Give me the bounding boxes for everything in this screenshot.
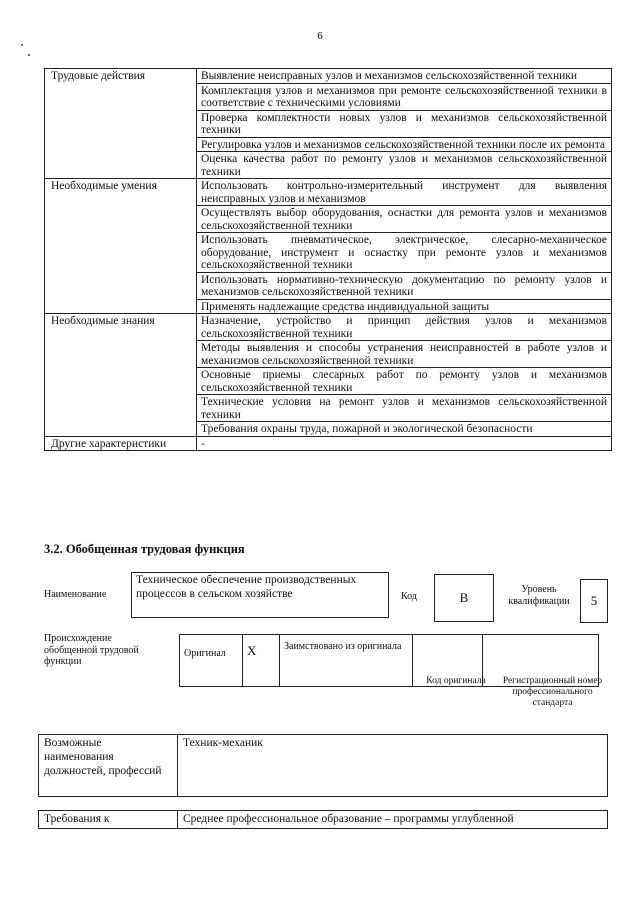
row-item: Использовать пневматическое, электрическое, слесарно-механическое оборудование, инструмент и оснастку при ремонте узлов и механизмов сельскохозяйственной техники	[197, 233, 612, 273]
original-mark: X	[247, 643, 257, 658]
row-item: Основные приемы слесарных работ по ремонту узлов и механизмов сельскохозяйственной техники	[197, 368, 612, 395]
row-item: Регулировка узлов и механизмов сельскохозяйственной техники после их ремонта	[197, 137, 612, 152]
table-row	[45, 314, 612, 341]
row-item: Выявление неисправных узлов и механизмов сельскохозяйственной техники	[197, 69, 612, 84]
row-item: Применять надлежащие средства индивидуальной защиты	[197, 299, 612, 314]
scan-speck	[28, 54, 30, 56]
row-item: Использовать контрольно-измерительный инструмент для выявления неисправных узлов и механизмов	[197, 179, 612, 206]
positions-table	[38, 734, 608, 797]
row-item: Методы выявления и способы устранения неисправностей в работе узлов и механизмов сельскохозяйственной техники	[197, 341, 612, 368]
origin-label: Происхождение обобщенной трудовой функции	[44, 633, 139, 667]
table-row	[45, 69, 612, 84]
name-box	[131, 572, 389, 618]
original-label-cell	[180, 635, 243, 687]
row-item: Оценка качества работ по ремонту узлов и механизмов сельскохозяйственной техники	[197, 152, 612, 179]
code-original-caption: Код оригинала	[426, 676, 486, 686]
row-item: Комплектация узлов и механизмов при ремонте сельскохозяйственной техники в соответствие с техническими условиями	[197, 83, 612, 110]
positions-label: Возможные наименования должностей, профессий	[39, 735, 178, 797]
requirements-table	[38, 810, 608, 829]
scan-speck	[21, 44, 23, 46]
code-value: B	[459, 590, 469, 605]
row-item: Технические условия на ремонт узлов и механизмов сельскохозяйственной техники	[197, 395, 612, 422]
row-item: -	[197, 436, 612, 451]
table-row	[45, 436, 612, 451]
row-item: Осуществлять выбор оборудования, оснастки для ремонта узлов и механизмов сельскохозяйственной техники	[197, 206, 612, 233]
level-value: 5	[590, 593, 598, 608]
row-label: Другие характеристики	[45, 436, 197, 451]
row-label: Необходимые умения	[45, 179, 197, 314]
positions-value: Техник-механик	[178, 735, 608, 797]
borrowed-cell	[280, 635, 413, 687]
labor-function-table	[44, 68, 612, 451]
level-box	[580, 579, 608, 623]
name-value: Техническое обеспечение производственных процессов в сельском хозяйстве	[136, 574, 357, 600]
page-number: 6	[317, 30, 323, 42]
code-box	[434, 574, 494, 622]
row-item: Использовать нормативно-техническую документацию по ремонту узлов и механизмов сельскохозяйственной техники	[197, 272, 612, 299]
original-label: Оригинал	[184, 648, 226, 659]
name-label: Наименование	[44, 589, 107, 600]
original-mark-cell	[243, 635, 280, 687]
section-title: 3.2. Обобщенная трудовая функция	[44, 542, 245, 556]
code-label: Код	[401, 591, 417, 602]
requirements-label: Требования к	[39, 811, 178, 829]
reg-number-caption: Регистрационный номер профессионального стандарта	[502, 676, 603, 708]
level-label: Уровень квалификации	[508, 584, 570, 607]
row-item: Требования охраны труда, пожарной и экологической безопасности	[197, 422, 612, 437]
row-item: Проверка комплектности новых узлов и механизмов сельскохозяйственной техники	[197, 110, 612, 137]
table-row	[45, 179, 612, 206]
row-label: Необходимые знания	[45, 314, 197, 437]
borrowed-label: Заимствовано из оригинала	[284, 641, 402, 652]
row-item: Назначение, устройство и принцип действия узлов и механизмов сельскохозяйственной техники	[197, 314, 612, 341]
row-label: Трудовые действия	[45, 69, 197, 179]
requirements-value: Среднее профессиональное образование – программы углубленной	[178, 811, 608, 829]
